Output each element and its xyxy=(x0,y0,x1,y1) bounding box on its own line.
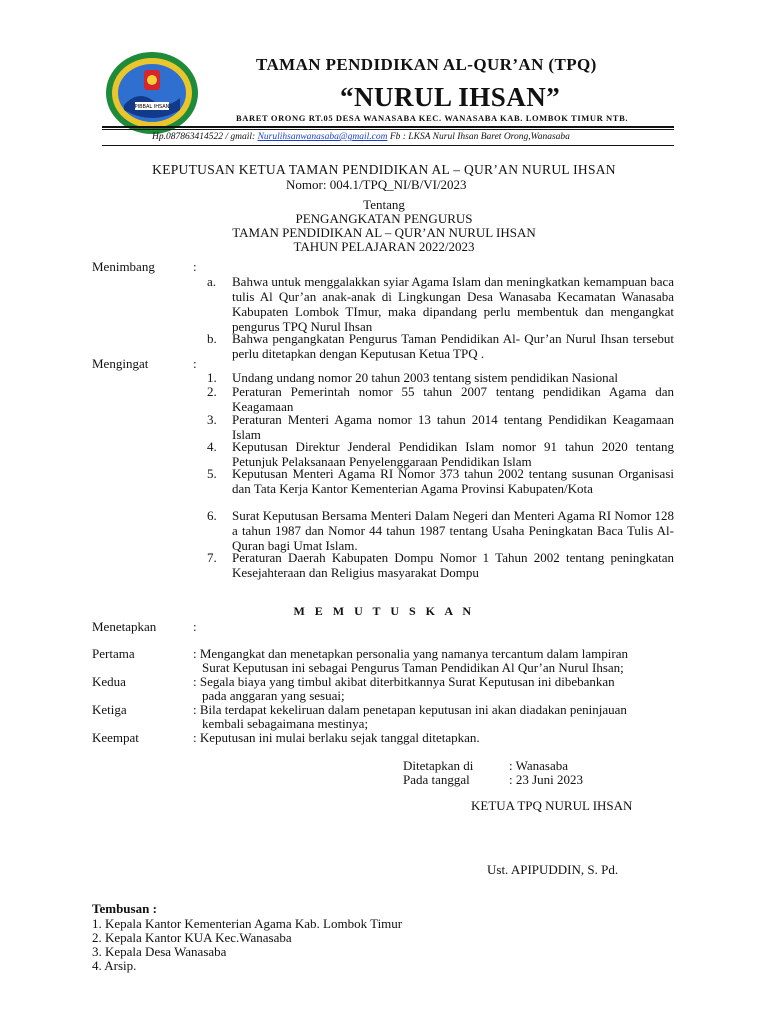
tentang-label: Tentang xyxy=(363,197,405,212)
decision-label: Kedua xyxy=(92,674,126,689)
decision-text: : Bila terdapat kekeliruan dalam penetapan keputusan ini akan diadakan peninjauan xyxy=(193,702,627,717)
contact-facebook: Fb : LKSA Nurul Ihsan Baret Orong,Wanasaba xyxy=(389,132,570,142)
list-item: Peraturan Menteri Agama nomor 13 tahun 2014 tentang Pendidikan Keagamaan Islam xyxy=(232,412,674,442)
menetapkan-label: Menetapkan xyxy=(92,619,157,634)
tembusan-heading: Tembusan : xyxy=(92,901,157,916)
tpq-logo-icon xyxy=(104,50,200,136)
document-number: Nomor: 004.1/TPQ_NI/B/VI/2023 xyxy=(286,177,467,192)
list-item: Bahwa untuk menggalakkan syiar Agama Islam dan meningkatkan kemampuan baca tulis Al Qur’an anak-anak di Lingkungan Desa Wanasaba Kecamatan Wanasaba Kabupaten Lombok TImur, maka dipandang perlu membentuk dan mengangkat pengurus TPQ Nurul Ihsan xyxy=(232,274,674,334)
signer-name: Ust. APIPUDDIN, S. Pd. xyxy=(487,862,619,877)
contact-email-link[interactable]: Nurulihsanwanasaba@gmail.com xyxy=(257,132,388,142)
school-type-heading: TAMAN PENDIDIKAN AL-QUR’AN (TPQ) xyxy=(256,55,597,74)
tembusan-item: 3. Kepala Desa Wanasaba xyxy=(92,944,227,959)
list-marker: 6. xyxy=(207,508,217,523)
list-marker: b. xyxy=(207,331,217,346)
memutuskan-heading: M E M U T U S K A N xyxy=(293,604,475,618)
date-label: Pada tanggal xyxy=(403,772,470,787)
list-marker: 2. xyxy=(207,384,217,399)
list-item: Peraturan Daerah Kabupaten Dompu Nomor 1 Tahun 2002 tentang peningkatan Kesejahteraan dan Religius masyarakat Dompu xyxy=(232,550,674,580)
contact-gmail-label: gmail: xyxy=(230,132,256,142)
mengingat-colon: : xyxy=(193,356,197,371)
school-name-heading: “NURUL IHSAN” xyxy=(340,82,561,112)
list-item: Keputusan Menteri Agama RI Nomor 373 tahun 2002 tentang susunan Organisasi dan Tata Kerja Kantor Kementerian Agama Provinsi Kabupaten/Kota xyxy=(232,466,674,496)
list-item: Surat Keputusan Bersama Menteri Dalam Negeri dan Menteri Agama RI Nomor 128 a tahun 1987 dan Nomor 44 tahun 1987 tentang Usaha Peningkatan Baca Tulis Al-Quran bagi Umat Islam. xyxy=(232,508,674,553)
header-rule xyxy=(102,126,674,128)
contact-line xyxy=(152,132,570,142)
tembusan-item: 1. Kepala Kantor Kementerian Agama Kab. Lombok Timur xyxy=(92,916,403,931)
subject-line: TAHUN PELAJARAN 2022/2023 xyxy=(293,239,475,254)
decision-text: Surat Keputusan ini sebagai Pengurus Taman Pendidikan Al Qur’an Nurul Ihsan; xyxy=(202,660,624,675)
decision-label: Pertama xyxy=(92,646,135,661)
subject-line: TAMAN PENDIDIKAN AL – QUR’AN NURUL IHSAN xyxy=(232,225,536,240)
tembusan-item: 4. Arsip. xyxy=(92,958,137,973)
place-value: : Wanasaba xyxy=(509,758,568,773)
list-marker: 3. xyxy=(207,412,217,427)
decision-text: : Segala biaya yang timbul akibat diterbitkannya Surat Keputusan ini dibebankan xyxy=(193,674,615,689)
decision-text: pada anggaran yang sesuai; xyxy=(202,688,345,703)
mengingat-label: Mengingat xyxy=(92,356,149,371)
decision-text: : Keputusan ini mulai berlaku sejak tanggal ditetapkan. xyxy=(193,730,480,745)
logo-text: PIBBAL IHSAN xyxy=(134,104,170,110)
list-marker: 1. xyxy=(207,370,217,385)
header-rule xyxy=(102,145,674,146)
list-item: Bahwa pengangkatan Pengurus Taman Pendidikan Al- Qur’an Nurul Ihsan tersebut perlu ditetapkan dengan Keputusan Ketua TPQ . xyxy=(232,331,674,361)
tembusan-item: 2. Kepala Kantor KUA Kec.Wanasaba xyxy=(92,930,292,945)
menetapkan-colon: : xyxy=(193,619,197,634)
decision-text: : Mengangkat dan menetapkan personalia yang namanya tercantum dalam lampiran xyxy=(193,646,628,661)
signer-role: KETUA TPQ NURUL IHSAN xyxy=(471,798,633,813)
list-marker: 4. xyxy=(207,439,217,454)
decision-text: kembali sebagaimana mestinya; xyxy=(202,716,369,731)
subject-line: PENGANGKATAN PENGURUS xyxy=(295,211,473,226)
list-item: Peraturan Pemerintah nomor 55 tahun 2007 tentang pendidikan Agama dan Keagamaan xyxy=(232,384,674,414)
place-label: Ditetapkan di xyxy=(403,758,474,773)
list-marker: a. xyxy=(207,274,217,289)
list-marker: 7. xyxy=(207,550,217,565)
document-title: KEPUTUSAN KETUA TAMAN PENDIDIKAN AL – QUR’AN NURUL IHSAN xyxy=(152,162,616,177)
decision-label: Keempat xyxy=(92,730,139,745)
list-item: Keputusan Direktur Jenderal Pendidikan Islam nomor 91 tahun 2020 tentang Petunjuk Pelaksanaan Penyelenggaraan Pendidikan Islam xyxy=(232,439,674,469)
decision-label: Ketiga xyxy=(92,702,127,717)
date-value: : 23 Juni 2023 xyxy=(509,772,584,787)
menimbang-label: Menimbang xyxy=(92,259,155,274)
school-address: BARET ORONG RT.05 DESA WANASABA KEC. WANASABA KAB. LOMBOK TIMUR NTB. xyxy=(236,113,629,123)
contact-phone: Hp.087863414522 / xyxy=(152,132,228,142)
header-rule xyxy=(102,129,674,130)
list-marker: 5. xyxy=(207,466,217,481)
menimbang-colon: : xyxy=(193,259,197,274)
list-item: Undang undang nomor 20 tahun 2003 tentang sistem pendidikan Nasional xyxy=(232,370,618,385)
